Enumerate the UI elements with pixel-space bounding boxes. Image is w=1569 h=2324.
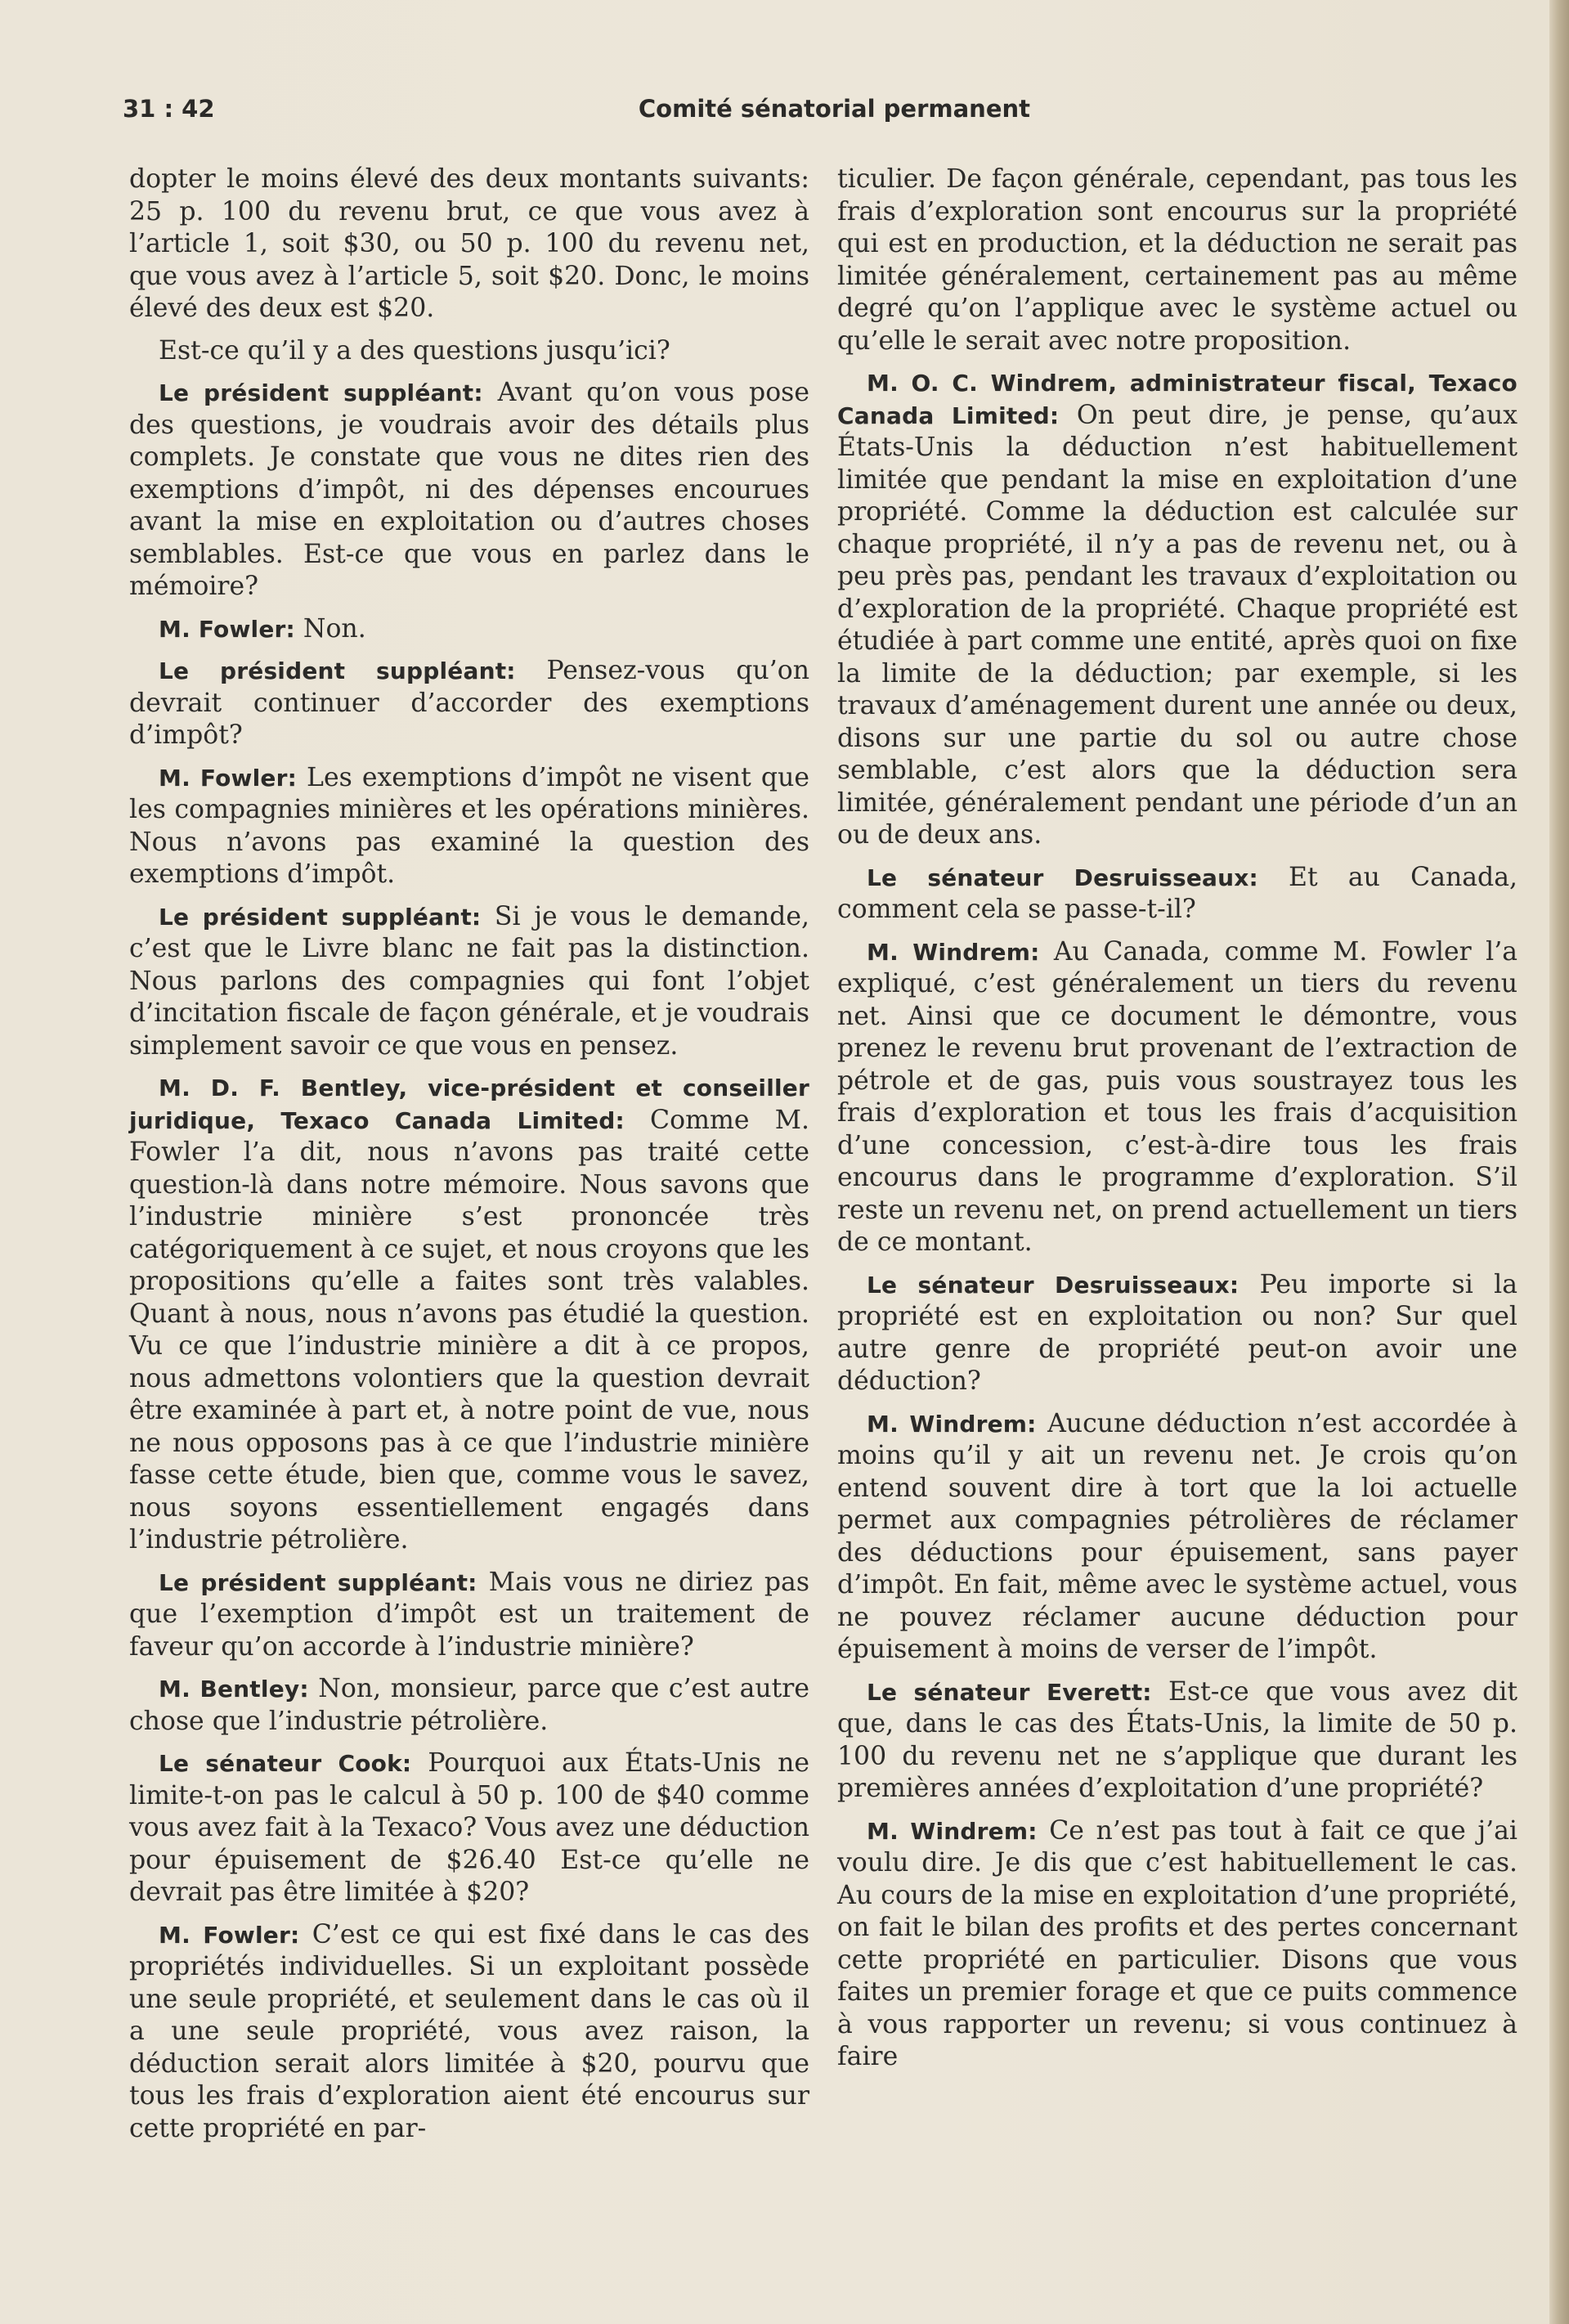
paragraph-text: dopter le moins élevé des deux montants suivants: 25 p. 100 du revenu brut, ce que vous avez à l’article 1, soit $30, ou 50 p. 100 du revenu net, que vous avez à l’article 5, soit $20. Donc, le moins élevé des deux est $20. [129, 164, 809, 323]
paragraph-text: Est-ce que vous avez dit que, dans le cas des États-Unis, la limite de 50 p. 100 du revenu net ne s’applique que durant les premières années d’exploitation d’une propriété? [837, 1676, 1517, 1803]
paragraph [129, 1919, 809, 2146]
paragraph [129, 1072, 809, 1557]
speaker-name: Le président suppléant: [159, 379, 483, 406]
speaker-name: M. Fowler: [159, 764, 298, 792]
running-head [123, 95, 1030, 128]
paragraph [837, 862, 1517, 926]
paragraph-text: On peut dire, je pense, qu’aux États-Unis la déduction n’est habituellement limitée que pendant la mise en exploitation d’une propriété. Comme la déduction est calculée sur chaque propriété, il n’y a pas de revenu net, ou à peu près pas, pendant les travaux d’exploitation ou d’exploration de la propriété. Chaque propriété est étudiée à part comme une entité, après quoi on fixe la limite de la déduction; par exemple, si les travaux d’aménagement durent une année ou deux, disons sur une partie du sol ou autre chose semblable, c’est alors que la déduction sera limitée, généralement pendant une période d’un an ou de deux ans. [837, 400, 1517, 850]
paragraph-text: Comme M. Fowler l’a dit, nous n’avons pas traité cette question-là dans notre mémoire. Nous savons que l’industrie minière s’est prononcée très catégoriquement à ce sujet, et nous croyons que les propositions qu’elle a faites sont très valables. Quant à nous, nous n’avons pas étudié la question. Vu ce que l’industrie minière a dit à ce propos, nous admettons volontiers que la question devrait être examinée à part et, à notre point de vue, nous ne nous opposons pas à ce que l’industrie minière fasse cette étude, bien que, comme vous le savez, nous soyons essentiellement engagés dans l’industrie pétrolière. [129, 1105, 809, 1555]
left-column [129, 164, 809, 2155]
paragraph [129, 1567, 809, 1664]
speaker-name: Le sénateur Everett: [867, 1678, 1152, 1706]
speaker-name: M. Windrem: [867, 1410, 1037, 1438]
speaker-name: M. D. F. Bentley, vice-président et conseiller juridique, Texaco Canada Limited: [129, 1075, 809, 1134]
paragraph-text: Si je vous le demande, c’est que le Livre blanc ne fait pas la distinction. Nous parlons des compagnies qui font l’objet d’incitation fiscale de façon générale, et je voudrais simplement savoir ce que vous en pensez. [129, 901, 810, 1061]
paragraph [129, 1673, 809, 1738]
speaker-name: Le président suppléant: [159, 903, 482, 931]
paragraph [129, 377, 809, 603]
paragraph-text: Et au Canada, comment cela se passe-t-il? [837, 862, 1518, 924]
paragraph-text: Ce n’est pas tout à fait ce que j’ai voulu dire. Je dis que c’est habituellement le cas. Au cours de la mise en exploitation d’une propriété, on fait le bilan des profits et des pertes concernant cette propriété en particulier. Disons que vous faites un premier forage et que ce puits commence à vous rapporter un revenu; si vous continuez à faire [837, 1815, 1517, 2071]
paragraph-text: Pensez-vous qu’on devrait continuer d’accorder des exemptions d’impôt? [129, 656, 809, 750]
paragraph [129, 164, 809, 325]
paragraph-text: Peu importe si la propriété est en exploitation ou non? Sur quel autre genre de propriété peut-on avoir une déduction? [837, 1269, 1518, 1396]
paragraph [837, 1269, 1517, 1398]
paragraph [837, 936, 1517, 1259]
speaker-name: M. Fowler: [159, 1921, 300, 1949]
paragraph [837, 1815, 1517, 2074]
speaker-name: M. O. C. Windrem, administrateur fiscal, Texaco Canada Limited: [837, 370, 1517, 429]
speaker-name: M. Fowler: [159, 615, 295, 643]
speaker-name: M. Bentley: [159, 1676, 309, 1703]
speaker-name: Le sénateur Desruisseaux: [867, 864, 1258, 891]
paragraph [129, 1747, 809, 1909]
speaker-name: Le sénateur Cook: [159, 1750, 412, 1777]
paragraph-text: Est-ce qu’il y a des questions jusqu’ici? [159, 335, 670, 366]
paragraph [837, 164, 1517, 357]
paragraph-text: C’est ce qui est fixé dans le cas des propriétés individuelles. Si un exploitant possède une seule propriété, et seulement dans le cas où il a une seule propriété, vous avez raison, la déduction serait alors limitée à $20, pourvu que tous les frais d’exploration aient été encourus sur cette propriété en par- [129, 1919, 809, 2143]
paragraph-text: Au Canada, comme M. Fowler l’a expliqué, c’est généralement un tiers du revenu net. Ainsi que ce document le démontre, vous prenez le revenu brut provenant de l’extraction de pétrole et de gas, puis vous soustrayez tous les frais d’exploration et tous les frais d’acquisition d’une concession, c’est-à-dire tous les frais encourus dans le programme d’exploration. S’il reste un revenu net, on prend actuellement un tiers de ce montant. [837, 936, 1517, 1257]
committee-title: Comité sénatorial permanent [638, 95, 1030, 123]
paragraph-text: ticulier. De façon générale, cependant, pas tous les frais d’exploration sont encourus sur la propriété qui est en production, et la déduction ne serait pas limitée généralement, certainement pas au même degré qu’on l’applique avec le système actuel ou qu’elle le serait avec notre proposition. [837, 164, 1517, 356]
paragraph-text: Non. [303, 613, 366, 644]
paragraph-text: Aucune déduction n’est accordée à moins qu’il y ait un revenu net. Je crois qu’on entend souvent dire à tort que la loi actuelle permet aux compagnies pétrolières de réclamer des déductions pour épuisement, sans payer d’impôt. En fait, même avec le système actuel, vous ne pouvez réclamer aucune déduction pour épuisement à moins de verser de l’impôt. [837, 1408, 1517, 1664]
paragraph [837, 367, 1517, 852]
speaker-name: M. Windrem: [867, 938, 1040, 966]
paragraph [837, 1408, 1517, 1667]
speaker-name: Le président suppléant: [159, 657, 516, 684]
page-number: 31 : 42 [123, 95, 215, 123]
speaker-name: M. Windrem: [867, 1817, 1038, 1845]
paragraph [837, 1676, 1517, 1806]
paragraph-text: Avant qu’on vous pose des questions, je voudrais avoir des détails plus complets. Je constate que vous ne dites rien des exemptions d’impôt, ni des dépenses encourues avant la mise en exploitation ou d’autres choses semblables. Est-ce que vous en parlez dans le mémoire? [129, 378, 809, 601]
paragraph [129, 762, 809, 891]
paragraph [129, 335, 809, 368]
speaker-name: Le sénateur Desruisseaux: [867, 1271, 1240, 1299]
paragraph [129, 901, 809, 1063]
paragraph-text: Pourquoi aux États-Unis ne limite-t-on pas le calcul à 50 p. 100 de $40 comme vous avez fait à la Texaco? Vous avez une déduction pour épuisement de $26.40 Est-ce qu’elle ne devrait pas être limitée à $20? [129, 1748, 809, 1907]
paragraph [129, 613, 809, 646]
speaker-name: Le président suppléant: [159, 1568, 477, 1596]
paragraph-text: Non, monsieur, parce que c’est autre chose que l’industrie pétrolière. [129, 1674, 809, 1736]
right-column [837, 164, 1517, 2084]
paragraph-text: Les exemptions d’impôt ne visent que les compagnies minières et les opérations minières. Nous n’avons pas examiné la question des exemptions d’impôt. [129, 762, 810, 889]
paragraph [129, 655, 809, 752]
paragraph-text: Mais vous ne diriez pas que l’exemption d’impôt est un traitement de faveur qu’on accorde à l’industrie minière? [129, 1567, 809, 1662]
page-edge-shadow [1549, 0, 1569, 2324]
